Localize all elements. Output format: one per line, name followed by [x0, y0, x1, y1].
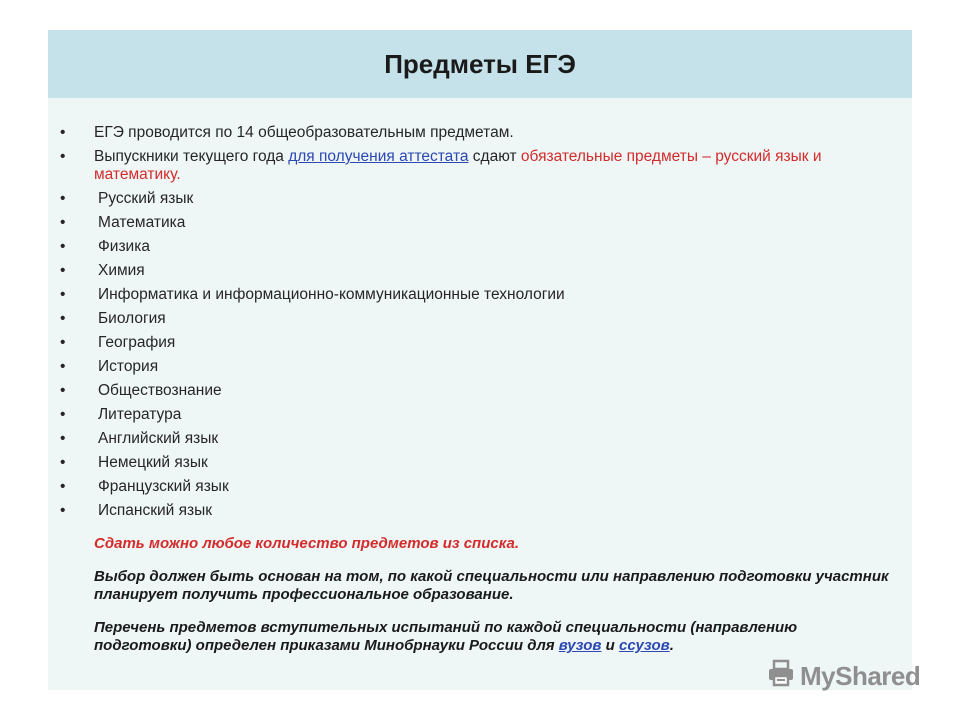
subject-item: • Французский язык: [48, 478, 912, 496]
note-end-text: .: [669, 637, 674, 654]
printer-icon: [766, 658, 796, 695]
slide-content: [48, 124, 912, 663]
subject-item: • Математика: [48, 214, 912, 232]
slide-title: Предметы ЕГЭ: [384, 48, 576, 79]
subject-item: • Испанский язык: [48, 502, 912, 520]
notes: [48, 535, 912, 655]
subject-item: • Английский язык: [48, 430, 912, 448]
bullet-list: [48, 124, 912, 520]
subject-item: • Физика: [48, 238, 912, 256]
subject-item: • География: [48, 334, 912, 352]
note-choice: Выбор должен быть основан на том, по какой специальности или направлению подготовки участник планирует получить профессиональное образование.: [94, 568, 889, 603]
subject-item: • Химия: [48, 262, 912, 280]
note-any-number: Сдать можно любое количество предметов из списка.: [94, 535, 520, 552]
watermark-text: MyShared: [800, 660, 921, 691]
subject-item: • Обществознание: [48, 382, 912, 400]
subject-item: • Русский язык: [48, 190, 912, 208]
intro-bullet-graduates: [48, 148, 912, 184]
title-bar: [48, 30, 912, 98]
subject-item: • Биология: [48, 310, 912, 328]
watermark: [766, 658, 920, 694]
graduates-text-2: сдают: [468, 148, 521, 165]
mandatory-subjects-text: обязательные предметы – русский язык и математику.: [94, 148, 822, 183]
subject-item: • История: [48, 358, 912, 376]
intro-bullet-subjects-count: • ЕГЭ проводится по 14 общеобразовательным предметам.: [48, 124, 912, 142]
note-entrance-text: Перечень предметов вступительных испытаний по каждой специальности (направлению подготовки) определен приказами Минобрнауки России для: [94, 619, 798, 654]
note-entrance-exams: [48, 619, 912, 655]
subject-item: • Немецкий язык: [48, 454, 912, 472]
graduates-text: Выпускники текущего года: [94, 148, 289, 165]
vuzov-link[interactable]: вузов: [558, 637, 602, 654]
subject-item: • Информатика и информационно-коммуникационные технологии: [48, 286, 912, 304]
ssuzov-link[interactable]: ссузов: [619, 637, 670, 654]
slide: [48, 30, 912, 690]
certificate-link[interactable]: для получения аттестата: [288, 148, 469, 165]
note-and-text: и: [601, 637, 619, 654]
subject-item: • Литература: [48, 406, 912, 424]
